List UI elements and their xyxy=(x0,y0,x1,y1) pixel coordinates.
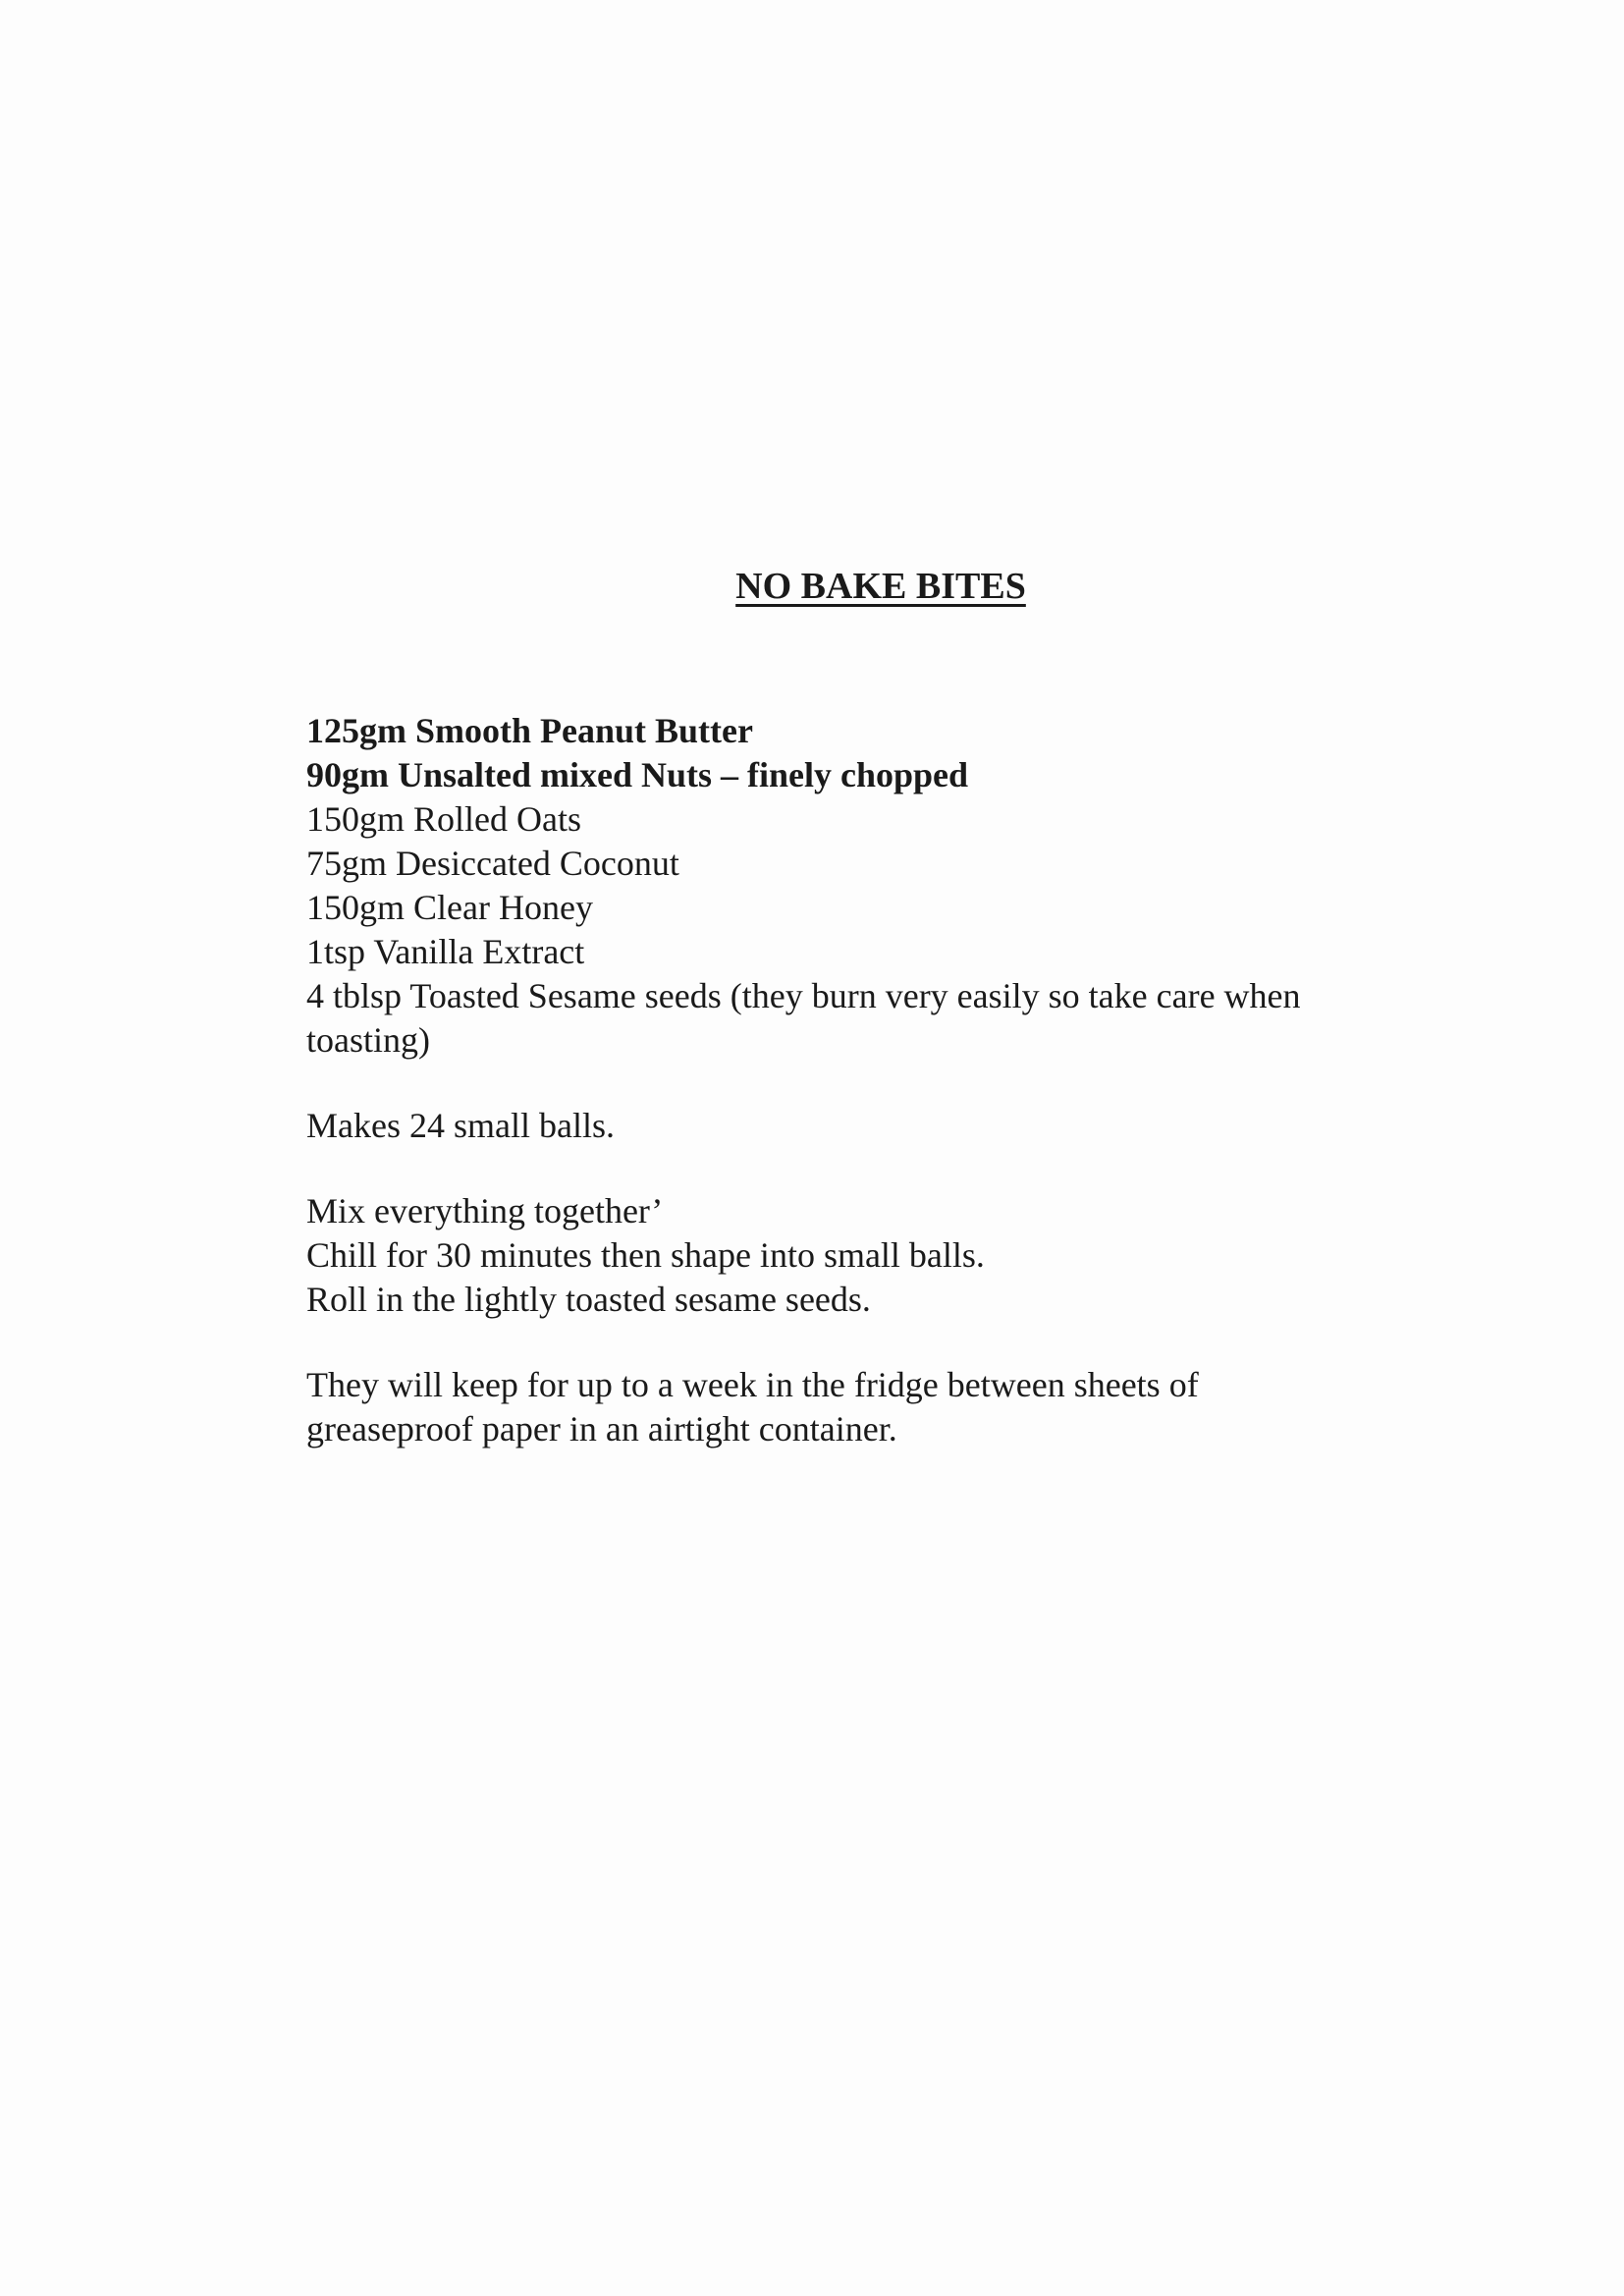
recipe-title: NO BAKE BITES xyxy=(735,566,1026,607)
method-step: Mix everything together’ xyxy=(306,1191,664,1230)
ingredient-item: 1tsp Vanilla Extract xyxy=(306,932,585,971)
ingredient-list xyxy=(306,709,1435,1063)
recipe-yield: Makes 24 small balls. xyxy=(306,1106,615,1145)
method-step: Chill for 30 minutes then shape into small balls. xyxy=(306,1235,985,1275)
ingredient-item: 4 tblsp Toasted Sesame seeds (they burn very easily so take care when toasting) xyxy=(306,976,1301,1060)
method-list xyxy=(306,1189,1435,1322)
method-step: Roll in the lightly toasted sesame seeds. xyxy=(306,1280,871,1319)
ingredient-item: 125gm Smooth Peanut Butter xyxy=(306,711,753,750)
ingredient-item: 90gm Unsalted mixed Nuts – finely chopped xyxy=(306,755,969,794)
ingredient-item: 150gm Clear Honey xyxy=(306,888,593,927)
ingredient-item: 75gm Desiccated Coconut xyxy=(306,844,679,883)
ingredient-item: 150gm Rolled Oats xyxy=(306,799,581,839)
storage-note: They will keep for up to a week in the fridge between sheets of greaseproof paper in an airtight container. xyxy=(306,1365,1199,1449)
recipe-content xyxy=(306,565,1435,1451)
